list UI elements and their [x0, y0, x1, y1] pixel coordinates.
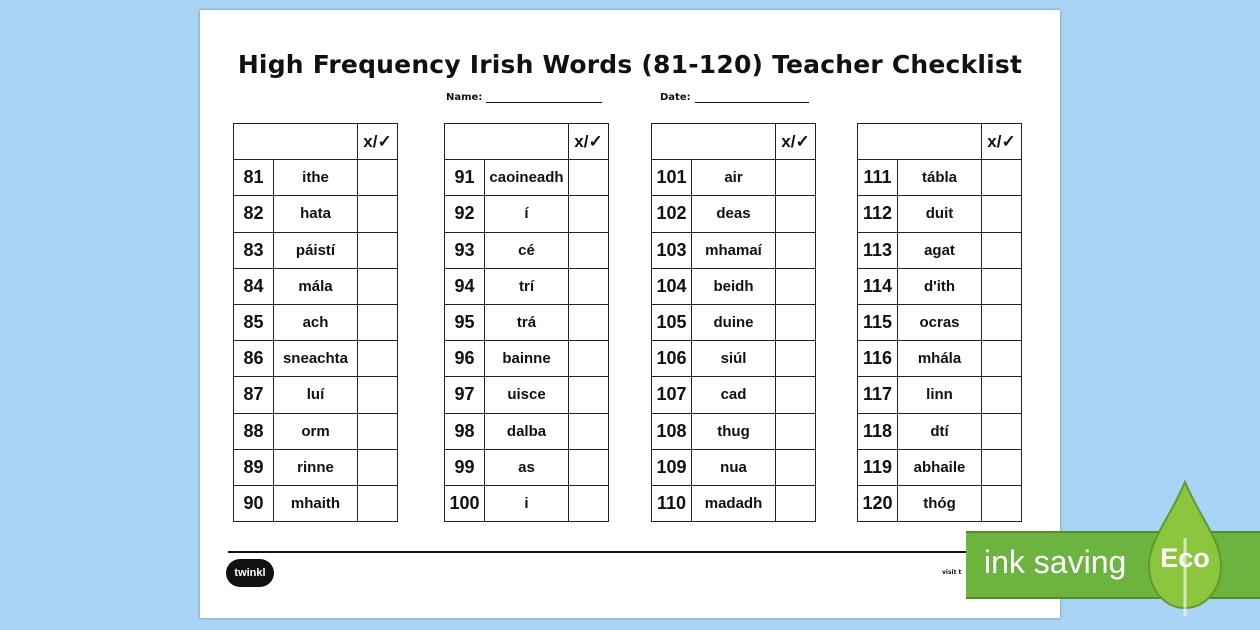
irish-word: ach: [274, 304, 358, 340]
irish-word: duit: [898, 196, 982, 232]
word-number: 81: [234, 160, 274, 196]
table-header-row: [858, 124, 1022, 160]
check-box-cell[interactable]: [776, 160, 816, 196]
irish-word: i: [485, 485, 569, 521]
table-row: [858, 304, 1022, 340]
word-number: 91: [445, 160, 485, 196]
check-box-cell[interactable]: [982, 341, 1022, 377]
irish-word: madadh: [692, 485, 776, 521]
eco-label: Eco: [1160, 543, 1210, 573]
word-number: 84: [234, 268, 274, 304]
table-row: [234, 413, 398, 449]
word-number: 92: [445, 196, 485, 232]
irish-word: ocras: [898, 304, 982, 340]
table-row: [445, 341, 609, 377]
word-number: 116: [858, 341, 898, 377]
table-row: [445, 377, 609, 413]
table-row: [858, 268, 1022, 304]
word-number: 119: [858, 449, 898, 485]
irish-word: í: [485, 196, 569, 232]
check-box-cell[interactable]: [569, 304, 609, 340]
table-row: [652, 304, 816, 340]
word-number: 97: [445, 377, 485, 413]
table-row: [234, 268, 398, 304]
irish-word: dtí: [898, 413, 982, 449]
table-row: [858, 160, 1022, 196]
table-row: [234, 232, 398, 268]
irish-word: dalba: [485, 413, 569, 449]
check-box-cell[interactable]: [569, 341, 609, 377]
date-label: Date:: [660, 92, 691, 103]
checklist-table-4: [857, 123, 1022, 522]
word-number: 112: [858, 196, 898, 232]
word-number: 88: [234, 413, 274, 449]
check-box-cell[interactable]: [776, 449, 816, 485]
irish-word: thóg: [898, 485, 982, 521]
check-box-cell[interactable]: [569, 377, 609, 413]
check-box-cell[interactable]: [982, 160, 1022, 196]
word-number: 98: [445, 413, 485, 449]
word-number: 102: [652, 196, 692, 232]
table-row: [652, 377, 816, 413]
word-number: 110: [652, 485, 692, 521]
worksheet-page: [200, 10, 1060, 618]
irish-word: siúl: [692, 341, 776, 377]
word-number: 94: [445, 268, 485, 304]
check-box-cell[interactable]: [358, 413, 398, 449]
irish-word: mhamaí: [692, 232, 776, 268]
check-box-cell[interactable]: [982, 196, 1022, 232]
table-row: [652, 232, 816, 268]
header-blank-cell: [234, 124, 358, 160]
check-box-cell[interactable]: [358, 341, 398, 377]
table-row: [858, 485, 1022, 521]
irish-word: trí: [485, 268, 569, 304]
irish-word: luí: [274, 377, 358, 413]
checklist-table-2: [444, 123, 609, 522]
table-row: [858, 196, 1022, 232]
check-header: x/✓: [358, 124, 398, 160]
visit-text: visit t: [942, 569, 962, 576]
check-box-cell[interactable]: [776, 268, 816, 304]
word-number: 82: [234, 196, 274, 232]
irish-word: deas: [692, 196, 776, 232]
check-box-cell[interactable]: [569, 232, 609, 268]
check-box-cell[interactable]: [776, 341, 816, 377]
check-box-cell[interactable]: [776, 304, 816, 340]
irish-word: mhála: [898, 341, 982, 377]
table-row: [445, 485, 609, 521]
word-number: 86: [234, 341, 274, 377]
table-row: [445, 304, 609, 340]
table-row: [234, 449, 398, 485]
word-number: 108: [652, 413, 692, 449]
table-row: [234, 485, 398, 521]
name-line: [486, 92, 602, 103]
word-number: 89: [234, 449, 274, 485]
irish-word: thug: [692, 413, 776, 449]
word-number: 120: [858, 485, 898, 521]
check-box-cell[interactable]: [982, 449, 1022, 485]
check-box-cell[interactable]: [776, 377, 816, 413]
irish-word: cé: [485, 232, 569, 268]
word-number: 114: [858, 268, 898, 304]
irish-word: caoineadh: [485, 160, 569, 196]
check-box-cell[interactable]: [982, 268, 1022, 304]
name-label: Name:: [446, 92, 483, 103]
table-row: [652, 268, 816, 304]
table-row: [652, 485, 816, 521]
table-row: [445, 196, 609, 232]
table-row: [234, 160, 398, 196]
name-field: [446, 92, 602, 103]
check-box-cell[interactable]: [776, 413, 816, 449]
footer-divider: [228, 551, 1043, 553]
word-number: 99: [445, 449, 485, 485]
word-number: 104: [652, 268, 692, 304]
header-blank-cell: [445, 124, 569, 160]
irish-word: beidh: [692, 268, 776, 304]
irish-word: agat: [898, 232, 982, 268]
word-number: 103: [652, 232, 692, 268]
check-box-cell[interactable]: [569, 413, 609, 449]
word-number: 100: [445, 485, 485, 521]
word-number: 95: [445, 304, 485, 340]
irish-word: rinne: [274, 449, 358, 485]
word-number: 109: [652, 449, 692, 485]
check-box-cell[interactable]: [569, 449, 609, 485]
word-number: 101: [652, 160, 692, 196]
irish-word: trá: [485, 304, 569, 340]
check-box-cell[interactable]: [358, 196, 398, 232]
check-box-cell[interactable]: [358, 377, 398, 413]
table-row: [234, 304, 398, 340]
table-row: [652, 413, 816, 449]
table-row: [445, 268, 609, 304]
check-header: x/✓: [569, 124, 609, 160]
irish-word: as: [485, 449, 569, 485]
twinkl-logo: twinkl: [226, 559, 274, 587]
table-row: [445, 413, 609, 449]
check-box-cell[interactable]: [982, 377, 1022, 413]
irish-word: bainne: [485, 341, 569, 377]
irish-word: linn: [898, 377, 982, 413]
table-row: [858, 377, 1022, 413]
irish-word: duine: [692, 304, 776, 340]
date-line: [695, 92, 809, 103]
check-box-cell[interactable]: [569, 485, 609, 521]
table-row: [234, 196, 398, 232]
word-number: 105: [652, 304, 692, 340]
irish-word: d'ith: [898, 268, 982, 304]
check-box-cell[interactable]: [569, 160, 609, 196]
header-blank-cell: [652, 124, 776, 160]
table-row: [445, 160, 609, 196]
check-box-cell[interactable]: [982, 485, 1022, 521]
table-row: [234, 377, 398, 413]
table-header-row: [652, 124, 816, 160]
word-number: 87: [234, 377, 274, 413]
irish-word: uisce: [485, 377, 569, 413]
check-box-cell[interactable]: [982, 232, 1022, 268]
irish-word: hata: [274, 196, 358, 232]
check-box-cell[interactable]: [982, 413, 1022, 449]
irish-word: tábla: [898, 160, 982, 196]
table-row: [858, 232, 1022, 268]
word-number: 115: [858, 304, 898, 340]
irish-word: mála: [274, 268, 358, 304]
table-row: [652, 160, 816, 196]
irish-word: orm: [274, 413, 358, 449]
checklist-table-1: [233, 123, 398, 522]
word-number: 83: [234, 232, 274, 268]
check-box-cell[interactable]: [358, 268, 398, 304]
table-row: [234, 341, 398, 377]
irish-word: ithe: [274, 160, 358, 196]
check-box-cell[interactable]: [358, 232, 398, 268]
word-number: 117: [858, 377, 898, 413]
check-box-cell[interactable]: [776, 485, 816, 521]
check-box-cell[interactable]: [569, 196, 609, 232]
irish-word: abhaile: [898, 449, 982, 485]
word-number: 106: [652, 341, 692, 377]
irish-word: mhaith: [274, 485, 358, 521]
table-row: [652, 196, 816, 232]
check-header: x/✓: [776, 124, 816, 160]
check-box-cell[interactable]: [776, 196, 816, 232]
word-number: 107: [652, 377, 692, 413]
check-box-cell[interactable]: [569, 268, 609, 304]
irish-word: páistí: [274, 232, 358, 268]
table-row: [445, 232, 609, 268]
word-number: 93: [445, 232, 485, 268]
table-row: [858, 413, 1022, 449]
table-row: [652, 341, 816, 377]
page-title: High Frequency Irish Words (81-120) Teacher Checklist: [237, 50, 1023, 79]
table-header-row: [445, 124, 609, 160]
word-number: 96: [445, 341, 485, 377]
irish-word: air: [692, 160, 776, 196]
check-box-cell[interactable]: [358, 304, 398, 340]
table-row: [445, 449, 609, 485]
table-row: [858, 449, 1022, 485]
table-row: [652, 449, 816, 485]
irish-word: sneachta: [274, 341, 358, 377]
check-box-cell[interactable]: [358, 485, 398, 521]
check-header: x/✓: [982, 124, 1022, 160]
check-box-cell[interactable]: [358, 160, 398, 196]
irish-word: nua: [692, 449, 776, 485]
check-box-cell[interactable]: [982, 304, 1022, 340]
word-number: 85: [234, 304, 274, 340]
word-number: 113: [858, 232, 898, 268]
irish-word: cad: [692, 377, 776, 413]
table-row: [858, 341, 1022, 377]
table-header-row: [234, 124, 398, 160]
check-box-cell[interactable]: [358, 449, 398, 485]
check-box-cell[interactable]: [776, 232, 816, 268]
word-number: 118: [858, 413, 898, 449]
date-field: [660, 92, 809, 103]
word-number: 90: [234, 485, 274, 521]
checklist-table-3: [651, 123, 816, 522]
ink-saving-label: ink saving: [984, 544, 1127, 580]
word-number: 111: [858, 160, 898, 196]
header-blank-cell: [858, 124, 982, 160]
